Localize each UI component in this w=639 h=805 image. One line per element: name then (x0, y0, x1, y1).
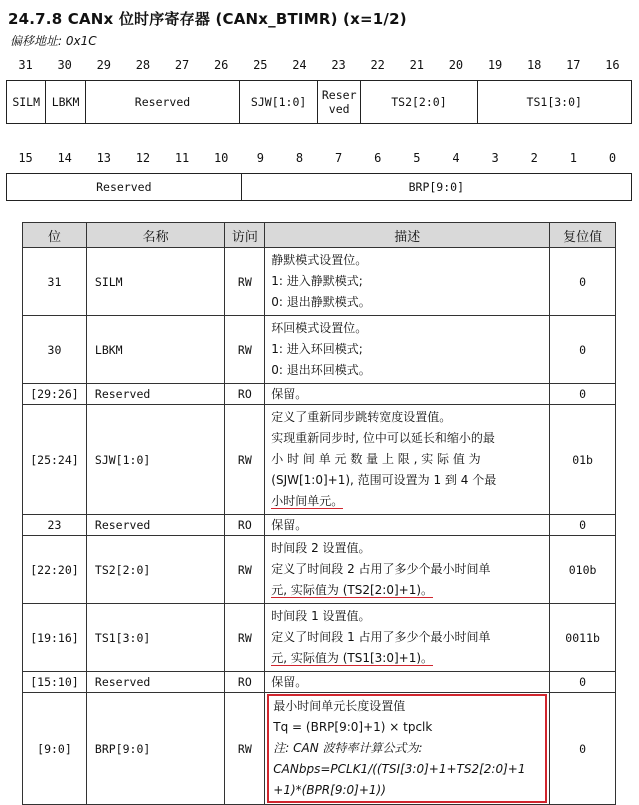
desc-line: +1)*(BPR[9:0]+1)) (273, 783, 386, 797)
table-row (23, 248, 616, 316)
lower-bit-numbers (6, 151, 632, 165)
cell-reset: 0 (550, 672, 616, 693)
bit-number: 11 (174, 151, 190, 165)
cell-access: RW (225, 405, 265, 515)
bit-number: 23 (331, 58, 346, 72)
cell-access: RW (225, 604, 265, 672)
bit-number: 8 (295, 151, 304, 165)
cell-description (265, 672, 550, 693)
desc-line: 保留。 (271, 387, 308, 401)
field-brp: BRP[9:0] (408, 180, 464, 194)
table-header-row (23, 223, 616, 248)
desc-line (271, 648, 543, 669)
table-row (23, 693, 616, 805)
cell-bit: 31 (23, 248, 87, 316)
bit-number: 4 (452, 151, 460, 165)
field-reserved-bit23: Reser ved (318, 81, 361, 123)
cell-name: Reserved (86, 672, 225, 693)
cell-name: SILM (86, 248, 225, 316)
bit-number: 24 (292, 58, 307, 72)
table-row (23, 604, 616, 672)
header-name: 名称 (86, 223, 225, 248)
header-description: 描述 (265, 223, 550, 248)
bit-number: 30 (57, 58, 72, 72)
cell-reset: 0 (550, 248, 616, 316)
bit-number: 21 (409, 58, 425, 72)
bit-number: 5 (413, 151, 421, 165)
cell-description (265, 604, 550, 672)
cell-description (265, 536, 550, 604)
desc-line: 小 时 间 单 元 数 量 上 限 , 实 际 值 为 (271, 452, 481, 466)
header-reset: 复位值 (550, 223, 616, 248)
highlight-underline: 小时间单元。 (271, 494, 344, 508)
table-row (23, 384, 616, 405)
desc-line: 0: 退出环回模式。 (271, 363, 371, 377)
highlight-box (267, 694, 547, 803)
desc-line: 1: 进入静默模式; (271, 274, 363, 288)
bit-number: 3 (491, 151, 499, 165)
cell-name: Reserved (86, 515, 225, 536)
table-row (23, 515, 616, 536)
bit-number: 22 (370, 58, 385, 72)
desc-line: 定义了时间段 2 占用了多少个最小时间单 (271, 562, 491, 576)
desc-line: 定义了重新同步跳转宽度设置值。 (271, 410, 452, 424)
bit-number: 9 (256, 151, 264, 165)
desc-line: 保留。 (271, 675, 308, 689)
cell-description (265, 693, 550, 805)
field-reserved-low: Reserved (7, 174, 242, 200)
desc-line: Tq = (BRP[9:0]+1) × tpclk (273, 720, 433, 734)
register-lower-fields (6, 173, 632, 201)
cell-bit: [29:26] (23, 384, 87, 405)
bit-number: 18 (526, 58, 542, 72)
bit-number: 15 (18, 151, 33, 165)
bit-number: 2 (530, 151, 538, 165)
upper-bit-numbers (6, 58, 632, 72)
bit-number: 29 (96, 58, 112, 72)
desc-line: 静默模式设置位。 (271, 253, 368, 267)
desc-line: 最小时间单元长度设置值 (273, 699, 406, 713)
cell-description (265, 515, 550, 536)
cell-name: SJW[1:0] (86, 405, 225, 515)
desc-line: 时间段 1 设置值。 (271, 609, 371, 623)
header-bit: 位 (23, 223, 87, 248)
bit-number: 16 (605, 58, 620, 72)
desc-line: 环回模式设置位。 (271, 321, 368, 335)
desc-line: 保留。 (271, 518, 308, 532)
table-row (23, 316, 616, 384)
cell-access: RO (225, 515, 265, 536)
bit-number: 27 (174, 58, 190, 72)
cell-name: LBKM (86, 316, 225, 384)
table-row (23, 536, 616, 604)
desc-line: 注: CAN 波特率计算公式为: (273, 741, 423, 755)
desc-line (271, 491, 543, 512)
bit-number: 14 (57, 151, 72, 165)
header-access: 访问 (225, 223, 265, 248)
cell-name: Reserved (86, 384, 225, 405)
bit-number: 25 (253, 58, 268, 72)
bit-number: 6 (374, 151, 382, 165)
cell-bit: [22:20] (23, 536, 87, 604)
bit-number: 12 (135, 151, 151, 165)
cell-description (265, 248, 550, 316)
cell-reset: 0 (550, 384, 616, 405)
cell-bit: 30 (23, 316, 87, 384)
cell-bit: 23 (23, 515, 87, 536)
cell-description (265, 316, 550, 384)
bit-number: 13 (96, 151, 112, 165)
cell-bit: [9:0] (23, 693, 87, 805)
bit-number: 10 (213, 151, 229, 165)
desc-line: 时间段 2 设置值。 (271, 541, 371, 555)
table-row (23, 405, 616, 515)
cell-reset: 0 (550, 693, 616, 805)
desc-line: (SJW[1:0]+1), 范围可设置为 1 到 4 个最 (271, 473, 497, 487)
desc-line: 实现重新同步时, 位中可以延长和缩小的最 (271, 431, 495, 445)
field-reserved: Reserved (86, 81, 241, 123)
bit-description-table (22, 222, 616, 805)
cell-description (265, 384, 550, 405)
cell-access: RO (225, 384, 265, 405)
cell-reset: 010b (550, 536, 616, 604)
field-sjw: SJW[1:0] (240, 81, 318, 123)
desc-line: CANbps=PCLK1/((TSI[3:0]+1+TS2[2:0]+1 (273, 762, 526, 776)
cell-name: BRP[9:0] (86, 693, 225, 805)
field-lbkm: LBKM (46, 81, 85, 123)
cell-access: RW (225, 536, 265, 604)
highlight-underline: 元, 实际值为 (TS2[2:0]+1)。 (271, 583, 434, 597)
bit-number: 1 (569, 151, 577, 165)
bit-number: 19 (487, 58, 503, 72)
bit-number: 17 (566, 58, 581, 72)
cell-description (265, 405, 550, 515)
cell-bit: [15:10] (23, 672, 87, 693)
bit-number: 28 (135, 58, 151, 72)
desc-line: 定义了时间段 1 占用了多少个最小时间单 (271, 630, 491, 644)
field-ts1: TS1[3:0] (526, 95, 582, 109)
highlight-underline: 元, 实际值为 (TS1[3:0]+1)。 (271, 651, 434, 665)
desc-line: 1: 进入环回模式; (271, 342, 363, 356)
desc-line (271, 580, 543, 601)
table-row (23, 672, 616, 693)
cell-access: RO (225, 672, 265, 693)
bit-number: 31 (18, 58, 33, 72)
cell-reset: 0011b (550, 604, 616, 672)
bit-number: 20 (448, 58, 464, 72)
cell-bit: [25:24] (23, 405, 87, 515)
cell-access: RW (225, 316, 265, 384)
desc-line: 0: 退出静默模式。 (271, 295, 371, 309)
cell-reset: 01b (550, 405, 616, 515)
cell-reset: 0 (550, 515, 616, 536)
cell-access: RW (225, 248, 265, 316)
cell-name: TS1[3:0] (86, 604, 225, 672)
cell-bit: [19:16] (23, 604, 87, 672)
field-silm: SILM (7, 81, 46, 123)
bit-number: 0 (608, 151, 617, 165)
offset-address: 偏移地址: 0x1C (10, 34, 97, 48)
bit-number: 26 (213, 58, 229, 72)
bit-number: 7 (334, 151, 343, 165)
cell-access: RW (225, 693, 265, 805)
cell-name: TS2[2:0] (86, 536, 225, 604)
cell-reset: 0 (550, 316, 616, 384)
field-ts2: TS2[2:0] (361, 81, 477, 123)
register-upper-fields (6, 80, 632, 124)
page-title: 24.7.8 CANx 位时序寄存器 (CANx_BTIMR) (x=1/2) (8, 10, 407, 28)
